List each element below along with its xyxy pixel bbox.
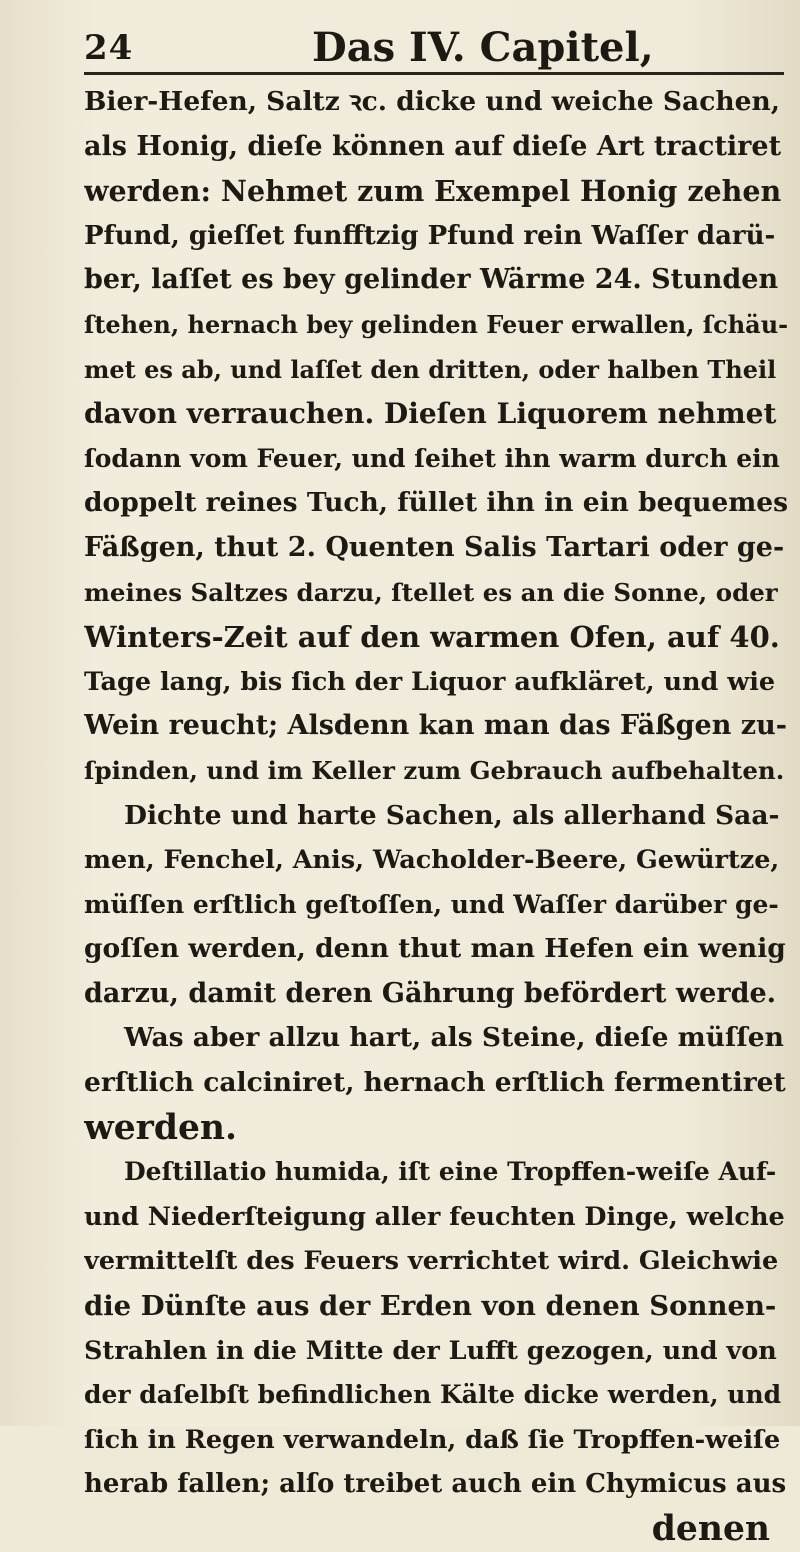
- text-line: Wein reucht; Alsdenn kan man das Fäßgen zu-: [84, 710, 787, 742]
- text-line: Strahlen in die Mitte der Lufft gezogen, und von: [84, 1335, 777, 1366]
- text-line: der daſelbſt befindlichen Kälte dicke werden, und: [84, 1380, 782, 1410]
- text-line: vermittelſt des Feuers verrichtet wird. Gleichwie: [84, 1246, 779, 1277]
- text-line: darzu, damit deren Gährung befördert werde.: [84, 977, 777, 1009]
- header-rule: [84, 72, 784, 75]
- paragraph-first-line: Deſtillatio humida, iſt eine Tropffen-weiſe Auf-: [124, 1157, 777, 1187]
- text-line: ber, laſſet es bey gelinder Wärme 24. Stunden: [84, 264, 779, 296]
- text-line: men, Fenchel, Anis, Wacholder-Beere, Gewürtze,: [84, 845, 780, 876]
- text-line: ſodann vom Feuer, und ſeihet ihn warm durch ein: [84, 443, 780, 473]
- text-line: davon verrauchen. Dieſen Liquorem nehmet: [84, 397, 777, 431]
- text-line: met es ab, und laſſet den dritten, oder halben Theil: [84, 354, 777, 384]
- text-line: meines Saltzes darzu, ſtellet es an die Sonne, oder: [84, 577, 778, 607]
- text-line: Fäßgen, thut 2. Quenten Salis Tartari oder ge-: [84, 531, 785, 563]
- text-line: erſtlich calciniret, hernach erſtlich fermentiret: [84, 1067, 786, 1099]
- text-line: doppelt reines Tuch, füllet ihn in ein bequemes: [84, 487, 788, 519]
- text-line: herab fallen; alſo treibet auch ein Chymicus aus: [84, 1469, 787, 1500]
- catchword: denen: [651, 1509, 770, 1549]
- text-line: werden.: [84, 1107, 237, 1148]
- body-text: [84, 80, 788, 1552]
- text-line: Tage lang, bis ſich der Liquor aufkläret, und wie: [84, 666, 776, 697]
- text-line: ſtehen, hernach bey gelinden Feuer erwallen, ſchäu-: [84, 309, 788, 339]
- text-line: die Dünſte aus der Erden von denen Sonnen-: [84, 1290, 777, 1323]
- text-line: Winters-Zeit auf den warmen Ofen, auf 40.: [84, 620, 780, 655]
- text-line: Pfund, gieſſet funfftzig Pfund rein Waſſer darü-: [84, 220, 776, 251]
- text-line: werden: Nehmet zum Exempel Honig zehen: [84, 174, 782, 209]
- text-line: ſich in Regen verwandeln, daß ſie Tropffen-weiſe: [84, 1424, 781, 1455]
- running-title: Das IV. Capitel,: [312, 24, 654, 71]
- page-number: 24: [84, 28, 134, 68]
- text-line: und Niederſteigung aller feuchten Dinge, welche: [84, 1201, 785, 1232]
- text-line: als Honig, dieſe können auf dieſe Art tractiret: [84, 130, 782, 162]
- text-line: müſſen erſtlich geſtoſſen, und Waſſer darüber ge-: [84, 889, 779, 919]
- paragraph-first-line: Was aber allzu hart, als Steine, dieſe müſſen: [124, 1022, 784, 1054]
- text-line: Bier-Hefen, Saltz ꝛc. dicke und weiche Sachen,: [84, 86, 780, 117]
- page-header: [84, 14, 784, 71]
- text-line: goſſen werden, denn thut man Hefen ein wenig: [84, 933, 786, 965]
- text-line: ſpinden, und im Keller zum Gebrauch aufbehalten.: [84, 755, 785, 785]
- paragraph-first-line: Dichte und harte Sachen, als allerhand Saa-: [124, 799, 780, 831]
